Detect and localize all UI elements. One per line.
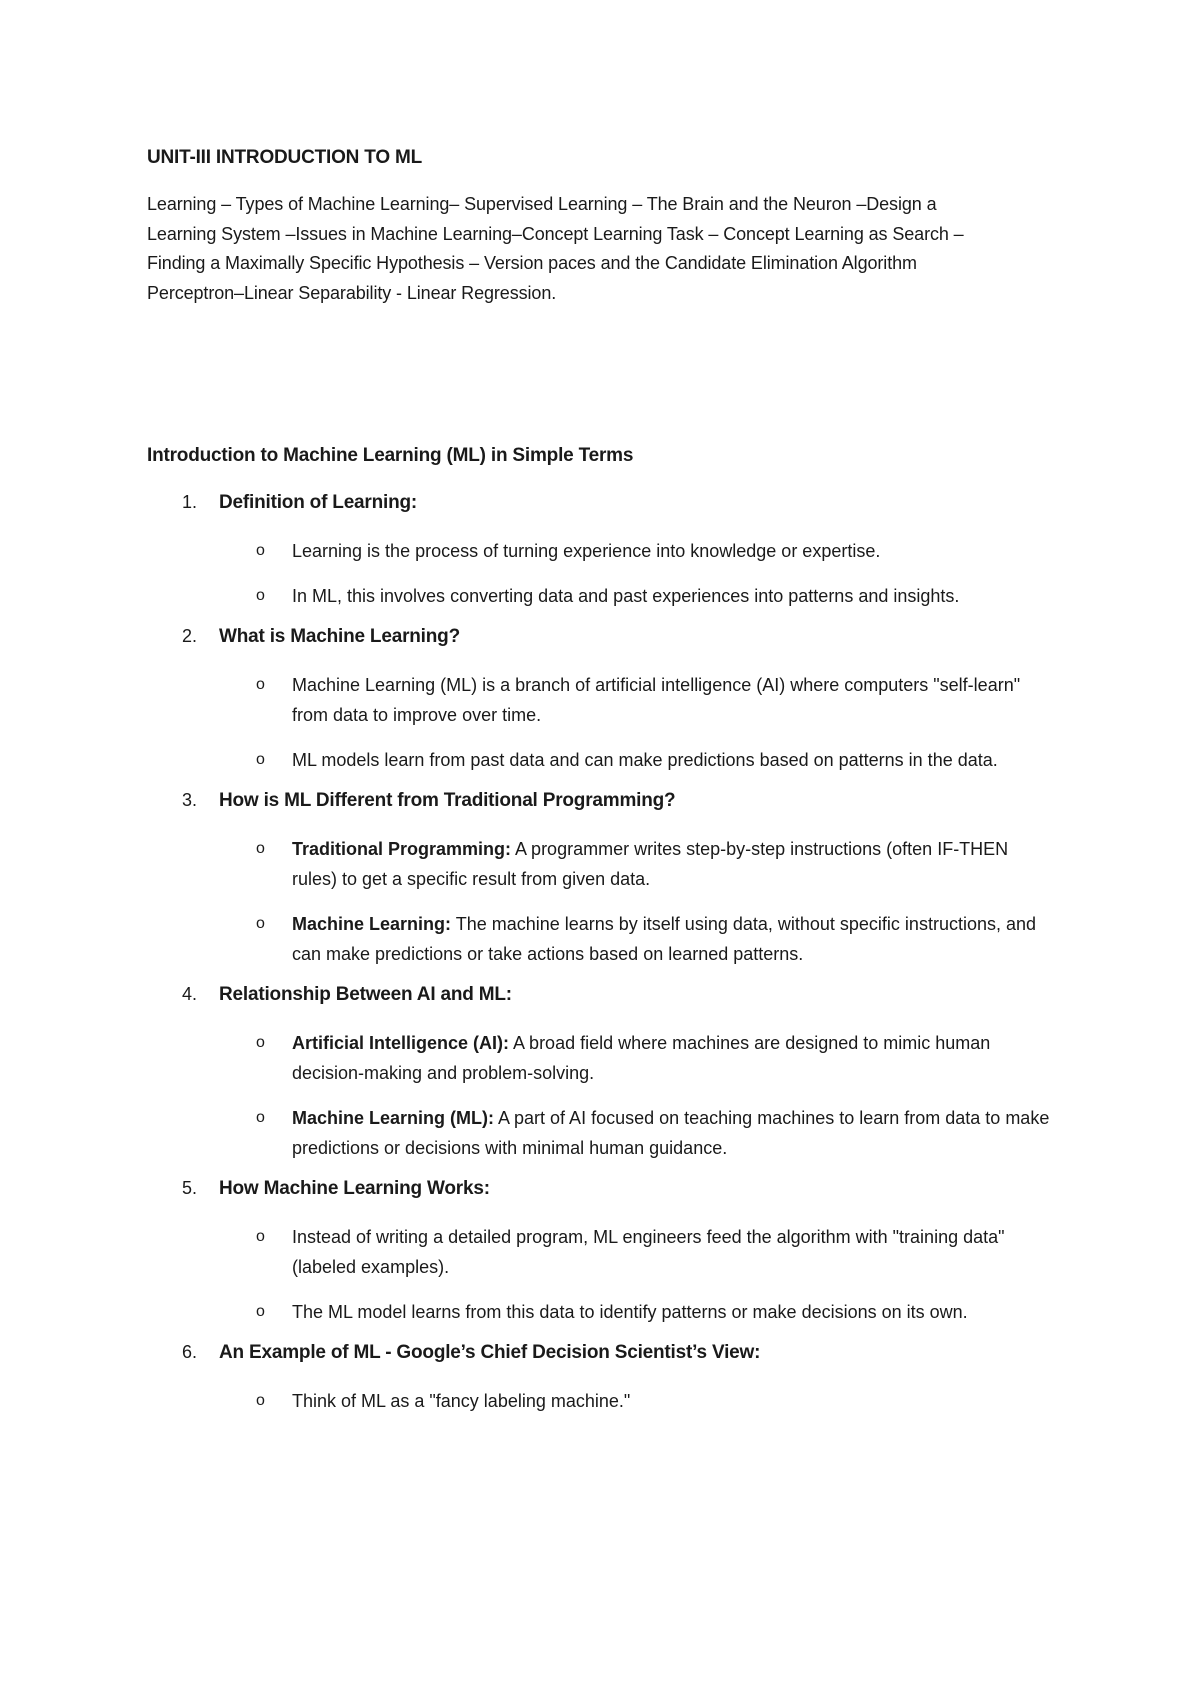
sub-bullet [0, 1222, 1052, 1282]
sub-bullet [0, 1028, 1052, 1088]
section-title: Introduction to Machine Learning (ML) in Simple Terms [147, 445, 634, 466]
syllabus-line: Learning System –Issues in Machine Learning–Concept Learning Task – Concept Learning as Search – [147, 223, 964, 244]
item-title: Relationship Between AI and ML: [219, 984, 512, 1005]
sub-bullet-text: Think of ML as a "fancy labeling machine." [292, 1391, 631, 1411]
sub-bullet [0, 834, 1052, 894]
sub-bullet-text: Learning is the process of turning experience into knowledge or expertise. [292, 541, 881, 561]
list-item [0, 492, 1200, 611]
bullet-icon: o [256, 840, 265, 857]
sub-bullet-text: ML models learn from past data and can make predictions based on patterns in the data. [292, 750, 998, 770]
syllabus-line: Finding a Maximally Specific Hypothesis – Version paces and the Candidate Elimination Algorithm [147, 253, 917, 273]
list-item [0, 1342, 1200, 1416]
numbered-list [0, 492, 1200, 1431]
list-item [0, 790, 1200, 969]
sub-bullet-term: Machine Learning: [292, 914, 452, 934]
unit-title: UNIT-III INTRODUCTION TO ML [147, 147, 423, 168]
sub-bullet [0, 1386, 1052, 1416]
bullet-icon: o [256, 587, 265, 604]
item-number: 6. [182, 1342, 198, 1362]
sub-bullet-text: A broad field where machines are designed to mimic human decision-making and problem-solving. [292, 1033, 991, 1083]
sub-bullet-term: Machine Learning (ML): [292, 1108, 494, 1128]
bullet-icon: o [256, 1303, 265, 1320]
sub-bullet-text: A part of AI focused on teaching machines to learn from data to make predictions or decisions with minimal human guidance. [292, 1108, 1050, 1158]
sub-bullet-text: The ML model learns from this data to identify patterns or make decisions on its own. [292, 1302, 968, 1322]
item-title: How Machine Learning Works: [219, 1178, 490, 1199]
sub-bullet-text: A programmer writes step-by-step instructions (often IF-THEN rules) to get a specific result from given data. [292, 839, 1009, 889]
item-title: What is Machine Learning? [219, 626, 460, 647]
item-number: 4. [182, 984, 198, 1004]
sub-bullet [0, 1297, 1052, 1327]
item-title: An Example of ML - Google’s Chief Decision Scientist’s View: [219, 1342, 761, 1363]
sub-bullet-text: The machine learns by itself using data, without specific instructions, and can make predictions or take actions based on learned patterns. [292, 914, 1037, 964]
sub-bullet [0, 536, 1052, 566]
item-title: How is ML Different from Traditional Programming? [219, 790, 676, 811]
bullet-icon: o [256, 915, 265, 932]
sub-bullet-text: Instead of writing a detailed program, ML engineers feed the algorithm with "training data" (labeled examples). [292, 1227, 1005, 1277]
bullet-icon: o [256, 1392, 265, 1409]
sub-bullet [0, 909, 1052, 969]
bullet-icon: o [256, 1228, 265, 1245]
list-item [0, 984, 1200, 1163]
item-number: 3. [182, 790, 198, 810]
sub-bullet-term: Artificial Intelligence (AI): [292, 1033, 510, 1053]
item-number: 2. [182, 626, 198, 646]
sub-bullet [0, 745, 1052, 775]
bullet-icon: o [256, 676, 265, 693]
item-number: 1. [182, 492, 198, 512]
bullet-icon: o [256, 751, 265, 768]
sub-bullet-text: Machine Learning (ML) is a branch of artificial intelligence (AI) where computers "self-learn" from data to improve over time. [292, 675, 1021, 725]
sub-bullet [0, 581, 1052, 611]
syllabus-line: Learning – Types of Machine Learning– Supervised Learning – The Brain and the Neuron –Design a [147, 194, 937, 214]
syllabus-paragraph [147, 190, 1077, 308]
item-title: Definition of Learning: [219, 492, 418, 513]
list-item [0, 1178, 1200, 1327]
list-item [0, 626, 1200, 775]
sub-bullet [0, 670, 1052, 730]
item-number: 5. [182, 1178, 198, 1198]
sub-bullet-term: Traditional Programming: [292, 839, 512, 859]
sub-bullet [0, 1103, 1052, 1163]
bullet-icon: o [256, 542, 265, 559]
bullet-icon: o [256, 1109, 265, 1126]
sub-bullet-text: In ML, this involves converting data and past experiences into patterns and insights. [292, 586, 960, 606]
bullet-icon: o [256, 1034, 265, 1051]
syllabus-line: Perceptron–Linear Separability - Linear Regression. [147, 282, 557, 303]
